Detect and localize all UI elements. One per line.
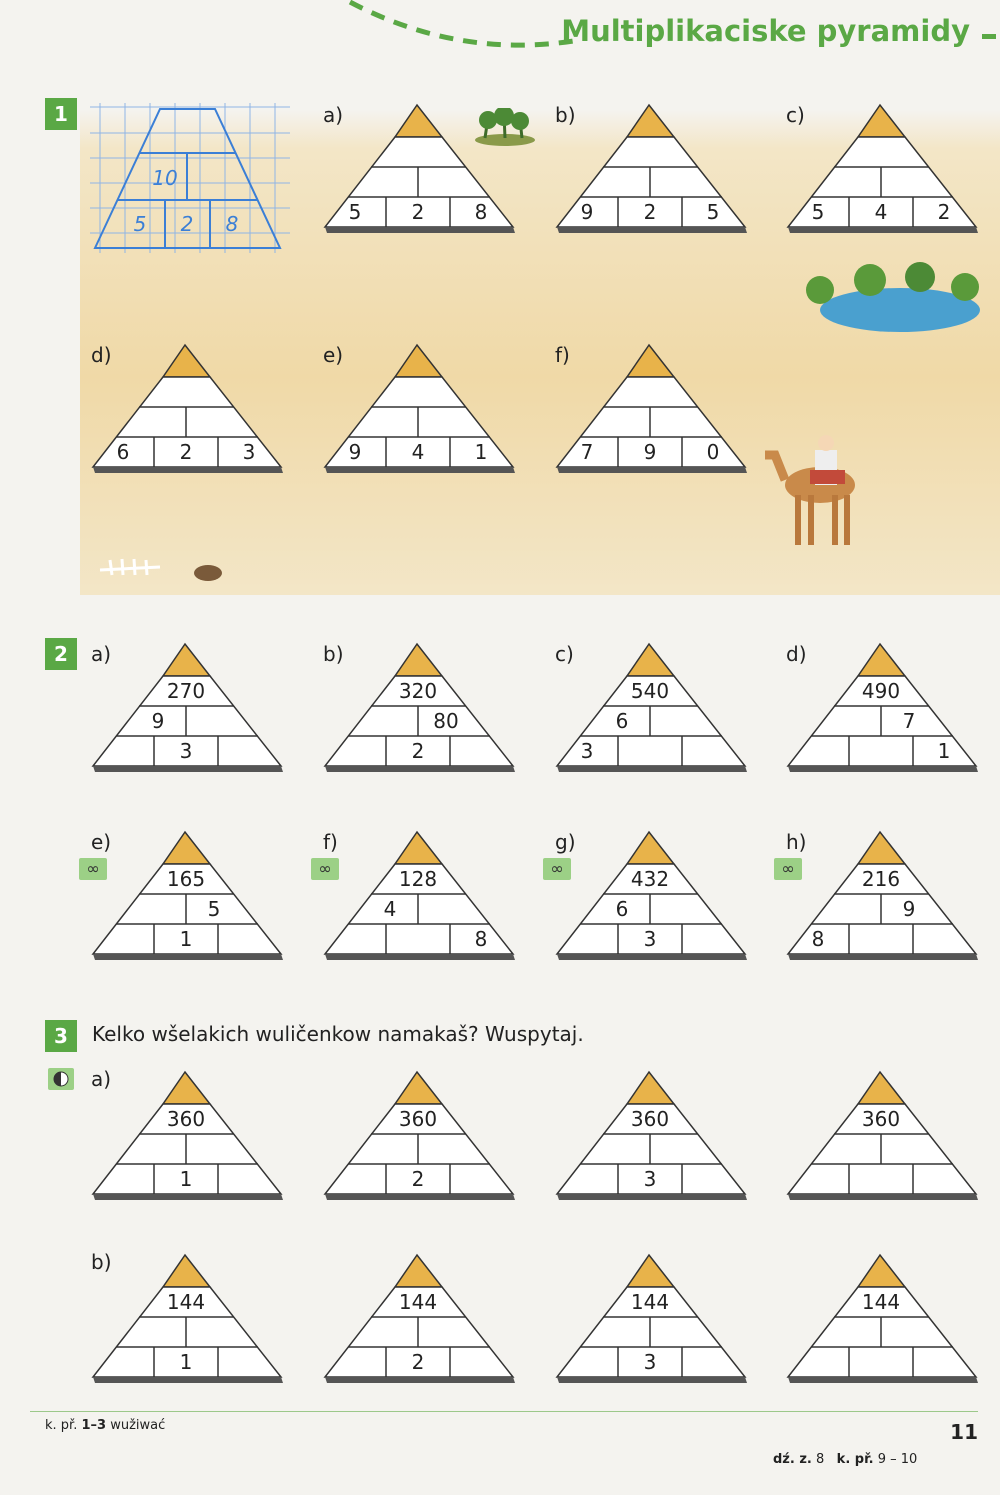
task2-pyramid-5 bbox=[323, 830, 513, 962]
task2-pyramid-1-bot1: 2 bbox=[411, 739, 425, 763]
task-1-number: 1 bbox=[45, 98, 77, 130]
task1-pyramid-2-bot0: 5 bbox=[811, 200, 825, 224]
task1-pyramid-1 bbox=[555, 103, 745, 235]
task2-pyramid-0-top: 270 bbox=[166, 679, 206, 703]
task2-pyramid-6 bbox=[555, 830, 745, 962]
task1-pyramid-0 bbox=[323, 103, 513, 235]
infinity-icon: ∞ bbox=[774, 858, 802, 880]
task2-pyramid-7-top: 216 bbox=[861, 867, 901, 891]
task2-label-1: b) bbox=[323, 642, 344, 666]
task2-pyramid-4-mid1: 5 bbox=[207, 897, 221, 921]
task1-pyramid-4 bbox=[323, 343, 513, 475]
task3-b-pyramid-1-top: 144 bbox=[398, 1290, 438, 1314]
task1-label-3: d) bbox=[91, 343, 112, 367]
task3-b-pyramid-0 bbox=[91, 1253, 281, 1385]
task3-a-pyramid-1-bot1: 2 bbox=[411, 1167, 425, 1191]
task2-pyramid-6-mid0: 6 bbox=[615, 897, 629, 921]
task2-pyramid-7-mid1: 9 bbox=[902, 897, 916, 921]
title-dash-decoration bbox=[982, 34, 996, 39]
task1-pyramid-5-bot2: 0 bbox=[706, 440, 720, 464]
task3-b-pyramid-2-top: 144 bbox=[630, 1290, 670, 1314]
task3-a-pyramid-0-bot1: 1 bbox=[179, 1167, 193, 1191]
skeleton-illustration bbox=[90, 545, 240, 585]
task1-pyramid-2-bot2: 2 bbox=[937, 200, 951, 224]
task2-label-7: h) bbox=[786, 830, 807, 854]
task3-a-pyramid-3 bbox=[786, 1070, 976, 1202]
example-bottom-3: 8 bbox=[225, 212, 239, 236]
footer-right-note: dź. z. 8 k. př. 9 – 10 bbox=[773, 1452, 918, 1467]
task3-b-pyramid-0-bot1: 1 bbox=[179, 1350, 193, 1374]
task2-pyramid-2 bbox=[555, 642, 745, 774]
task2-pyramid-4-top: 165 bbox=[166, 867, 206, 891]
task1-pyramid-4-bot2: 1 bbox=[474, 440, 488, 464]
task2-label-3: d) bbox=[786, 642, 807, 666]
task2-pyramid-1 bbox=[323, 642, 513, 774]
task2-pyramid-6-top: 432 bbox=[630, 867, 670, 891]
footer-line bbox=[30, 1411, 978, 1412]
task2-pyramid-2-mid0: 6 bbox=[615, 709, 629, 733]
task1-pyramid-1-bot2: 5 bbox=[706, 200, 720, 224]
page-title: Multiplikaciske pyramidy bbox=[561, 14, 970, 48]
task2-pyramid-6-bot1: 3 bbox=[643, 927, 657, 951]
example-top-value: 10 bbox=[152, 166, 178, 190]
task2-pyramid-1-top: 320 bbox=[398, 679, 438, 703]
task2-label-2: c) bbox=[555, 642, 574, 666]
task2-pyramid-3-top: 490 bbox=[861, 679, 901, 703]
task2-pyramid-0-mid0: 9 bbox=[151, 709, 165, 733]
task3-b-pyramid-1 bbox=[323, 1253, 513, 1385]
task2-label-4: e) bbox=[91, 830, 112, 854]
task3-b-pyramid-1-bot1: 2 bbox=[411, 1350, 425, 1374]
task3-label-b: b) bbox=[91, 1250, 112, 1274]
footer-left-note: k. př. 1–3 wužiwać bbox=[45, 1418, 166, 1433]
task1-pyramid-3 bbox=[91, 343, 281, 475]
task3-b-pyramid-3-top: 144 bbox=[861, 1290, 901, 1314]
task2-pyramid-3-bot2: 1 bbox=[937, 739, 951, 763]
example-bottom-2: 2 bbox=[180, 212, 194, 236]
task1-pyramid-3-bot0: 6 bbox=[116, 440, 130, 464]
task1-label-5: f) bbox=[555, 343, 570, 367]
page-number: 11 bbox=[950, 1420, 978, 1444]
task2-pyramid-5-mid0: 4 bbox=[383, 897, 397, 921]
task2-pyramid-4-bot1: 1 bbox=[179, 927, 193, 951]
task3-b-pyramid-2 bbox=[555, 1253, 745, 1385]
task2-pyramid-2-bot0: 3 bbox=[580, 739, 594, 763]
task2-pyramid-4 bbox=[91, 830, 281, 962]
task-2-number: 2 bbox=[45, 638, 77, 670]
task2-pyramid-0 bbox=[91, 642, 281, 774]
task2-pyramid-5-top: 128 bbox=[398, 867, 438, 891]
task1-label-2: c) bbox=[786, 103, 805, 127]
task3-a-pyramid-2 bbox=[555, 1070, 745, 1202]
task1-pyramid-3-bot2: 3 bbox=[242, 440, 256, 464]
task1-pyramid-0-bot2: 8 bbox=[474, 200, 488, 224]
task-3-instruction: Kelko wšelakich wuličenkow namakaš? Wuspytaj. bbox=[92, 1022, 584, 1046]
task1-label-1: b) bbox=[555, 103, 576, 127]
task2-pyramid-7-bot0: 8 bbox=[811, 927, 825, 951]
task3-a-pyramid-2-bot1: 3 bbox=[643, 1167, 657, 1191]
task1-pyramid-2-bot1: 4 bbox=[874, 200, 888, 224]
dashed-arc-decoration bbox=[340, 0, 590, 60]
task2-pyramid-5-bot2: 8 bbox=[474, 927, 488, 951]
task1-pyramid-0-bot1: 2 bbox=[411, 200, 425, 224]
task2-pyramid-1-mid1: 80 bbox=[433, 709, 459, 733]
task1-pyramid-5-bot0: 7 bbox=[580, 440, 594, 464]
task1-pyramid-0-bot0: 5 bbox=[348, 200, 362, 224]
task3-b-pyramid-0-top: 144 bbox=[166, 1290, 206, 1314]
camel-rider-illustration bbox=[760, 415, 880, 555]
task3-b-pyramid-2-bot1: 3 bbox=[643, 1350, 657, 1374]
task-3-icon bbox=[48, 1068, 74, 1090]
task1-pyramid-1-bot1: 2 bbox=[643, 200, 657, 224]
task1-pyramid-4-bot1: 4 bbox=[411, 440, 425, 464]
task3-a-pyramid-3-top: 360 bbox=[861, 1107, 901, 1131]
task2-label-0: a) bbox=[91, 642, 112, 666]
oasis-lake-illustration bbox=[790, 255, 990, 340]
task2-pyramid-7 bbox=[786, 830, 976, 962]
task3-label-a: a) bbox=[91, 1067, 112, 1091]
example-bottom-1: 5 bbox=[133, 212, 147, 236]
task2-pyramid-3 bbox=[786, 642, 976, 774]
task-3-number: 3 bbox=[45, 1020, 77, 1052]
task3-a-pyramid-2-top: 360 bbox=[630, 1107, 670, 1131]
task1-label-4: e) bbox=[323, 343, 344, 367]
infinity-icon: ∞ bbox=[543, 858, 571, 880]
task3-b-pyramid-3 bbox=[786, 1253, 976, 1385]
task3-a-pyramid-0 bbox=[91, 1070, 281, 1202]
task1-pyramid-4-bot0: 9 bbox=[348, 440, 362, 464]
task2-pyramid-3-mid1: 7 bbox=[902, 709, 916, 733]
task1-pyramid-3-bot1: 2 bbox=[179, 440, 193, 464]
task2-pyramid-0-bot1: 3 bbox=[179, 739, 193, 763]
task2-label-5: f) bbox=[323, 830, 338, 854]
task1-pyramid-1-bot0: 9 bbox=[580, 200, 594, 224]
task2-pyramid-2-top: 540 bbox=[630, 679, 670, 703]
task3-a-pyramid-1-top: 360 bbox=[398, 1107, 438, 1131]
task1-pyramid-2 bbox=[786, 103, 976, 235]
task1-label-0: a) bbox=[323, 103, 344, 127]
task2-label-6: g) bbox=[555, 830, 576, 854]
task3-a-pyramid-0-top: 360 bbox=[166, 1107, 206, 1131]
task1-pyramid-5-bot1: 9 bbox=[643, 440, 657, 464]
task3-a-pyramid-1 bbox=[323, 1070, 513, 1202]
task1-pyramid-5 bbox=[555, 343, 745, 475]
infinity-icon: ∞ bbox=[79, 858, 107, 880]
infinity-icon: ∞ bbox=[311, 858, 339, 880]
